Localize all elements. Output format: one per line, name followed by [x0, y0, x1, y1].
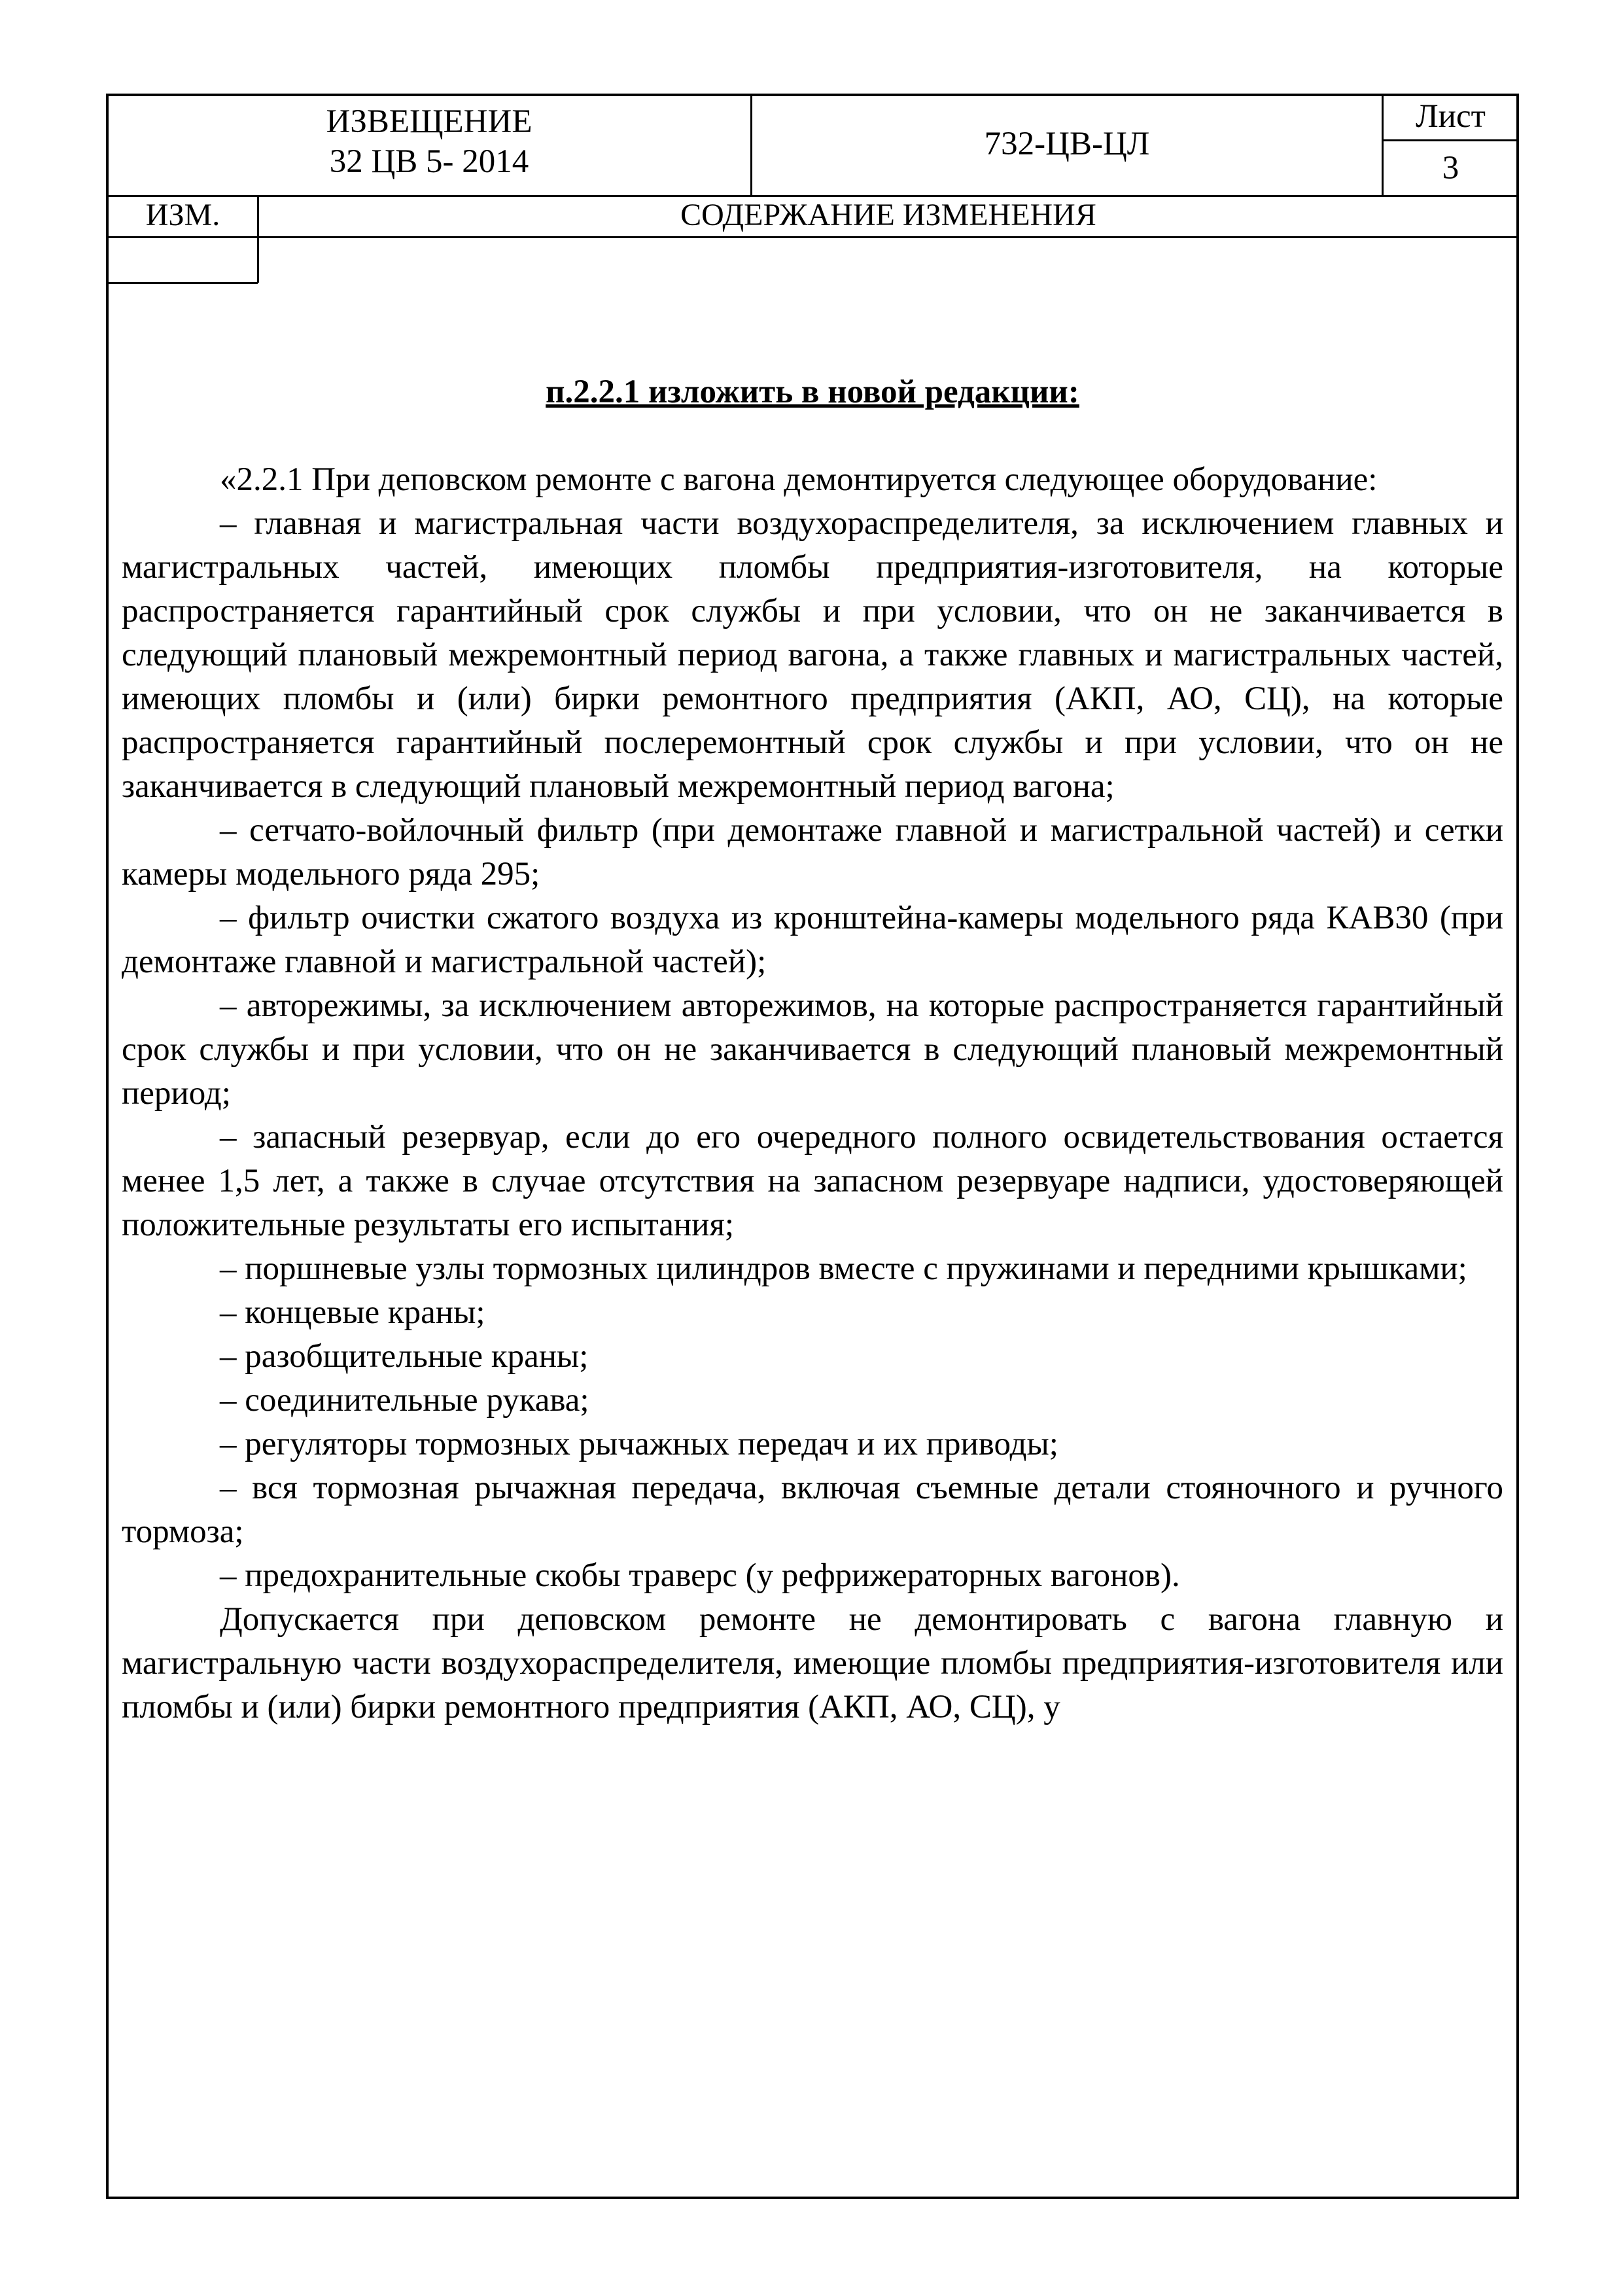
sheet-label: Лист: [1416, 98, 1486, 135]
change-content: [122, 458, 1503, 1729]
list-item: – вся тормозная рычажная передача, включая съемные детали стояночного и ручного тормоза;: [122, 1470, 1503, 1550]
paragraph: «2.2.1 При деповском ремонте с вагона демонтируется следующее оборудование:: [220, 461, 1378, 498]
sheet-number: 3: [1442, 150, 1459, 186]
document-code: 732-ЦВ-ЦЛ: [984, 126, 1150, 162]
list-item: – авторежимы, за исключением авторежимов, на которые распространяется гарантийный срок службы и при условии, что он не заканчивается в следующий плановый межремонтный период;: [122, 987, 1503, 1112]
list-item: – поршневые узлы тормозных цилиндров вместе с пружинами и передними крышками;: [220, 1250, 1467, 1287]
list-item: – предохранительные скобы траверс (у рефрижераторных вагонов).: [220, 1557, 1180, 1594]
list-item: – соединительные рукава;: [220, 1382, 589, 1419]
section-title: п.2.2.1 изложить в новой редакции:: [546, 374, 1079, 410]
list-item: – концевые краны;: [220, 1294, 485, 1331]
notice-title: ИЗВЕЩЕНИЕ: [326, 103, 532, 140]
column-header-bottom-rule: [107, 236, 1518, 238]
list-item: – регуляторы тормозных рычажных передач и их приводы;: [220, 1426, 1058, 1462]
notice-number: 32 ЦВ 5- 2014: [329, 143, 529, 181]
change-column-label: ИЗМ.: [145, 198, 220, 232]
list-item: – главная и магистральная части воздухораспределителя, за исключением главных и магистральных частей, имеющих пломбы предприятия-изготовителя, на которые распространяется гарантийный срок службы и при условии, что он не заканчивается в следующий плановый межремонтный период вагона, а также главных и магистральных частей, имеющих пломбы и (или) бирки ремонтного предприятия (АКП, АО, СЦ), на которые распространяется гарантийный послеремонтный срок службы и при условии, что он не заканчивается в следующий плановый межремонтный период вагона;: [122, 505, 1503, 805]
paragraph: Допускается при деповском ремонте не демонтировать с вагона главную и магистральную части воздухораспределителя, имеющие пломбы предприятия-изготовителя или пломбы и (или) бирки ремонтного предприятия (АКП, АО, СЦ), у: [122, 1601, 1503, 1725]
content-column-label: СОДЕРЖАНИЕ ИЗМЕНЕНИЯ: [680, 198, 1096, 232]
sheet-box-rule: [1382, 139, 1518, 141]
list-item: – фильтр очистки сжатого воздуха из кронштейна-камеры модельного ряда КАВ30 (при демонтаже главной и магистральной частей);: [122, 900, 1503, 980]
list-item: – разобщительные краны;: [220, 1338, 589, 1375]
notice-block: [109, 102, 750, 182]
list-item: – запасный резервуар, если до его очередного полного освидетельствования остается менее 1,5 лет, а также в случае отсутствия на запасном резервуаре надписи, удостоверяющей положительные результаты его испытания;: [122, 1119, 1503, 1243]
change-cell-bottom-rule: [107, 282, 258, 284]
list-item: – сетчато-войлочный фильтр (при демонтаже главной и магистральной частей) и сетки камеры модельного ряда 295;: [122, 812, 1503, 892]
